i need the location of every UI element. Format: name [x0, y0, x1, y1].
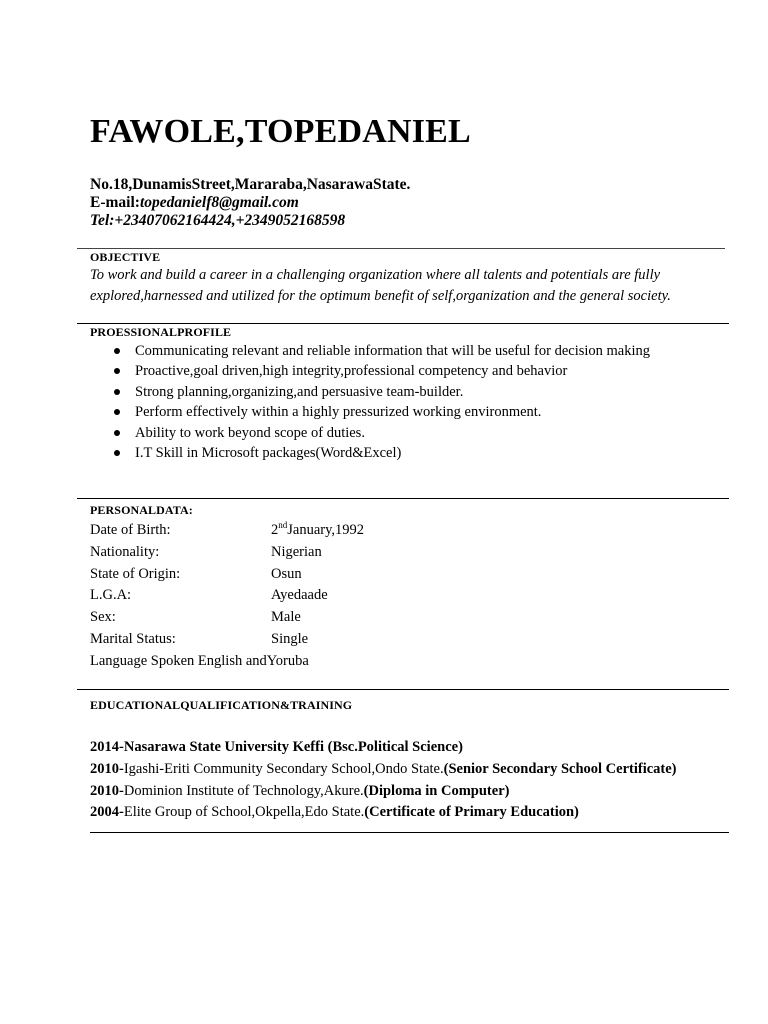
edu-year: 2014- [90, 739, 124, 755]
phone-line: Tel:+23407062164424,+2349052168598 [90, 212, 346, 229]
row-value: Osun [271, 565, 302, 582]
dob-rest: January,1992 [287, 522, 365, 538]
objective-heading: OBJECTIVE [90, 250, 161, 264]
list-item: Communicating relevant and reliable information that will be useful for decision making [110, 341, 650, 361]
divider [77, 323, 729, 324]
list-item [90, 737, 677, 759]
education-heading: EDUCATIONALQUALIFICATION&TRAINING [90, 698, 353, 712]
objective-text: To work and build a career in a challenging organization where all talents and potentials are fully explored,harnessed and utilized for the optimum benefit of self,organization and the general society. [90, 267, 671, 304]
email-label: E-mail: [90, 194, 140, 211]
dob-suffix: nd [278, 520, 288, 531]
profile-heading: PROESSIONALPROFILE [90, 325, 232, 339]
row-label: Nationality: [90, 543, 160, 560]
row-value: Ayedaade [271, 587, 328, 604]
edu-school: Nasarawa State University Keffi [123, 739, 328, 755]
divider [77, 498, 729, 499]
row-label: Sex: [90, 609, 116, 626]
profile-list [110, 341, 650, 463]
list-item: Ability to work beyond scope of duties. [110, 423, 650, 443]
list-item: Strong planning,organizing,and persuasive team-builder. [110, 382, 650, 402]
email-address[interactable]: topedanielf8@gmail.com [139, 194, 299, 211]
edu-award: (Senior Secondary School Certificate) [443, 760, 677, 777]
edu-school: Dominion Institute of Technology,Akure. [123, 782, 364, 799]
list-item [90, 781, 677, 803]
list-item: I.T Skill in Microsoft packages(Word&Excel) [110, 443, 650, 463]
edu-year: 2004- [90, 804, 124, 821]
edu-year: 2010- [90, 782, 124, 799]
personal-heading: PERSONALDATA: [90, 503, 193, 517]
language-text: Language Spoken English andYoruba [90, 652, 309, 669]
divider [77, 689, 729, 690]
education-list [90, 737, 677, 824]
row-label: Marital Status: [90, 630, 176, 647]
row-label: State of Origin: [90, 565, 181, 582]
edu-school: Elite Group of School,Okpella,Edo State. [123, 804, 365, 821]
row-label: L.G.A: [90, 587, 132, 604]
dob-label: Date of Birth: [90, 522, 171, 538]
list-item: Perform effectively within a highly pressurized working environment. [110, 402, 650, 422]
applicant-name: FAWOLE,TOPEDANIEL [90, 113, 471, 150]
list-item [90, 802, 677, 824]
row-value: Nigerian [271, 543, 322, 560]
list-item [90, 759, 677, 781]
address: No.18,DunamisStreet,Mararaba,NasarawaState. [90, 176, 411, 193]
list-item: Proactive,goal driven,high integrity,professional competency and behavior [110, 361, 650, 381]
edu-year: 2010- [90, 760, 124, 777]
divider [77, 248, 725, 249]
row-value: Male [271, 609, 301, 626]
email-line [90, 194, 410, 212]
dob-value [271, 520, 364, 542]
edu-award: (Certificate of Primary Education) [364, 804, 579, 821]
contact-block [90, 176, 410, 230]
edu-award: (Diploma in Computer) [363, 782, 510, 799]
edu-school: Igashi-Eriti Community Secondary School,Ondo State. [123, 760, 444, 777]
edu-award: (Bsc.Political Science) [327, 739, 463, 755]
divider [90, 832, 729, 833]
row-value: Single [271, 630, 309, 647]
dob-day: 2 [271, 522, 279, 538]
